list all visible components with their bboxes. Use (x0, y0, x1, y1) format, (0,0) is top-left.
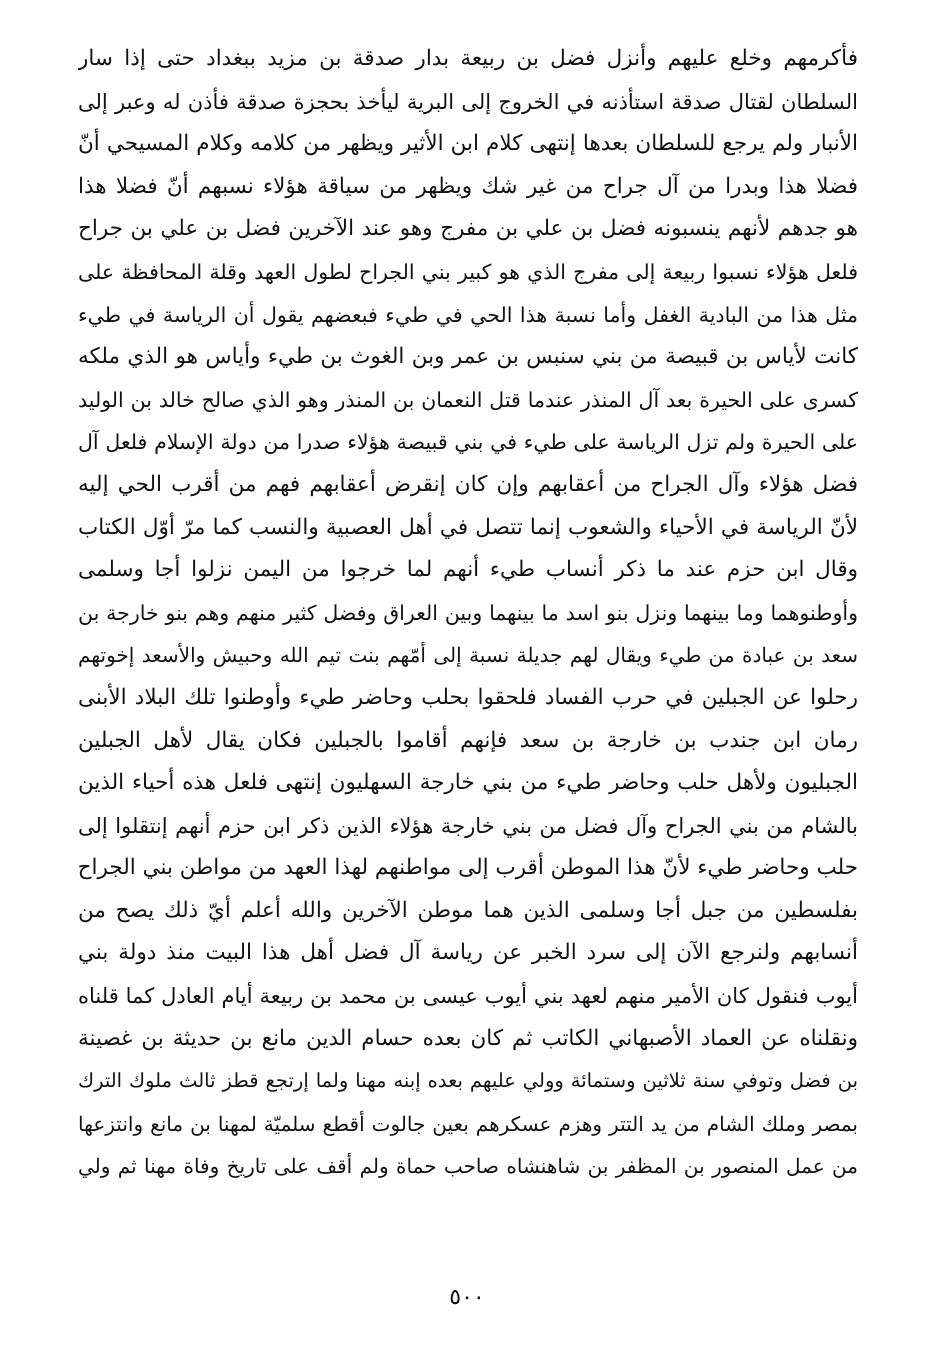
text-line: على الحيرة ولم تزل الرياسة على طيء في بني قبيصة هؤلاء صدرا من دولة الإسلام فلعل آل (78, 430, 858, 455)
text-line: بن فضل وتوفي سنة ثلاثين وستمائة وولي عليهم بعده إبنه مهنا ولما إرتجع قطز ثالث ملوك الترك (78, 1069, 858, 1093)
body-text (78, 38, 858, 1188)
text-line: بمصر وملك الشام من يد التتر وهزم عسكرهم بعين جالوت أقطع سلميّة لمهنا بن مانع وانتزعها (78, 1111, 858, 1136)
text-line: الأنبار ولم يرجع للسلطان بعدها إنتهى كلام ابن الأثير ويظهر من كلامه وكلام المسيحي أنّ (78, 131, 858, 157)
text-line: كانت لأياس بن قبيصة من بني سنبس بن عمر وبن الغوث بن طيء وأياس هو الذي ملكه (78, 344, 858, 370)
page-number: ٥٠٠ (449, 1285, 485, 1310)
text-line: وقال ابن حزم عند ما ذكر أنساب طيء أنهم لما خرجوا من اليمن نزلوا أجا وسلمى (78, 557, 858, 583)
text-line: كسرى على الحيرة بعد آل المنذر عندما قتل النعمان بن المنذر وهو الذي صالح خالد بن الوليد (78, 387, 858, 412)
text-line: الجبليون ولأهل حلب وحاضر طيء من بني خارجة السهليون إنتهى فلعل هذه أحياء الذين (78, 770, 858, 796)
text-line: من عمل المنصور بن المظفر بن شاهنشاه صاحب حماة ولم أقف على تاريخ وفاة مهنا ثم ولي (78, 1154, 858, 1179)
text-line: مثل هذا من البادية الغفل وأما نسبة هذا الحي في طيء فبعضهم يقول أن الرياسة في طيء (78, 302, 858, 327)
text-line: ونقلناه عن العماد الأصبهاني الكاتب ثم كان بعده حسام الدين مانع بن حديثة بن غصينة (78, 1025, 858, 1051)
text-line: بفلسطين من جبل أجا وسلمى الذين هما موطن الآخرين والله أعلم أيّ ذلك يصح من (78, 897, 858, 923)
text-line: لأنّ الرياسة في الأحياء والشعوب إنما تتصل في أهل العصبية والنسب كما مرّ أوّل الكتاب (78, 514, 858, 540)
text-line: أيوب فنقول كان الأمير منهم لعهد بني أيوب عيسى بن محمد بن ربيعة أيام العادل كما قلناه (78, 984, 858, 1009)
text-line: حلب وحاضر طيء لأنّ هذا الموطن أقرب إلى مواطنهم لهذا العهد من مواطن بني الجراح (78, 855, 858, 881)
text-line: فضل هؤلاء وآل الجراح من أعقابهم وإن كان إنقرض أعقابهم فهم من أقرب الحي إليه (78, 471, 858, 497)
text-line: هو جدهم لأنهم ينسبونه فضل بن علي بن مفرج وهو عند الآخرين فضل بن علي بن جراح (78, 216, 858, 242)
text-line: أنسابهم ولنرجع الآن إلى سرد الخبر عن رياسة آل فضل أهل هذا البيت منذ دولة بني (78, 940, 858, 966)
text-line: بالشام من بني الجراح وآل فضل من بني خارجة هؤلاء الذين ذكر ابن حزم أنهم إنتقلوا إلى (78, 813, 858, 838)
text-line: فلعل هؤلاء نسبوا ربيعة إلى مفرج الذي هو كبير بني الجراح لطول العهد وقلة المحافظة على (78, 259, 858, 284)
text-line: فأكرمهم وخلع عليهم وأنزل فضل بن ربيعة بدار صدقة بن مزيد ببغداد حتى إذا سار (78, 46, 858, 71)
text-line: سعد بن عبادة من طيء ويقال لهم جديلة نسبة إلى أمّهم بنت تيم الله وحبيش والأسعد إخوتهم (78, 643, 858, 668)
text-line: السلطان لقتال صدقة استأذنه في الخروج إلى البرية ليأخذ بحجزة صدقة فأذن له وعبر إلى (78, 89, 858, 114)
text-line: وأوطنوهما وما بينهما ونزل بنو اسد ما بينهما وبين العراق وفضل كثير منهم وهم بنو خارجة بن (78, 600, 858, 625)
text-line: رمان ابن جندب بن خارجة بن سعد فإنهم أقاموا بالجبلين فكان يقال لأهل الجبلين (78, 727, 858, 753)
text-line: رحلوا عن الجبلين في حرب الفساد فلحقوا بحلب وحاضر طيء وأوطنوا تلك البلاد الأبنى (78, 684, 858, 710)
text-line: فضلا هذا وبدرا من آل جراح من غير شك ويظهر من سياقة هؤلاء نسبهم أنّ فضلا هذا (78, 173, 858, 199)
